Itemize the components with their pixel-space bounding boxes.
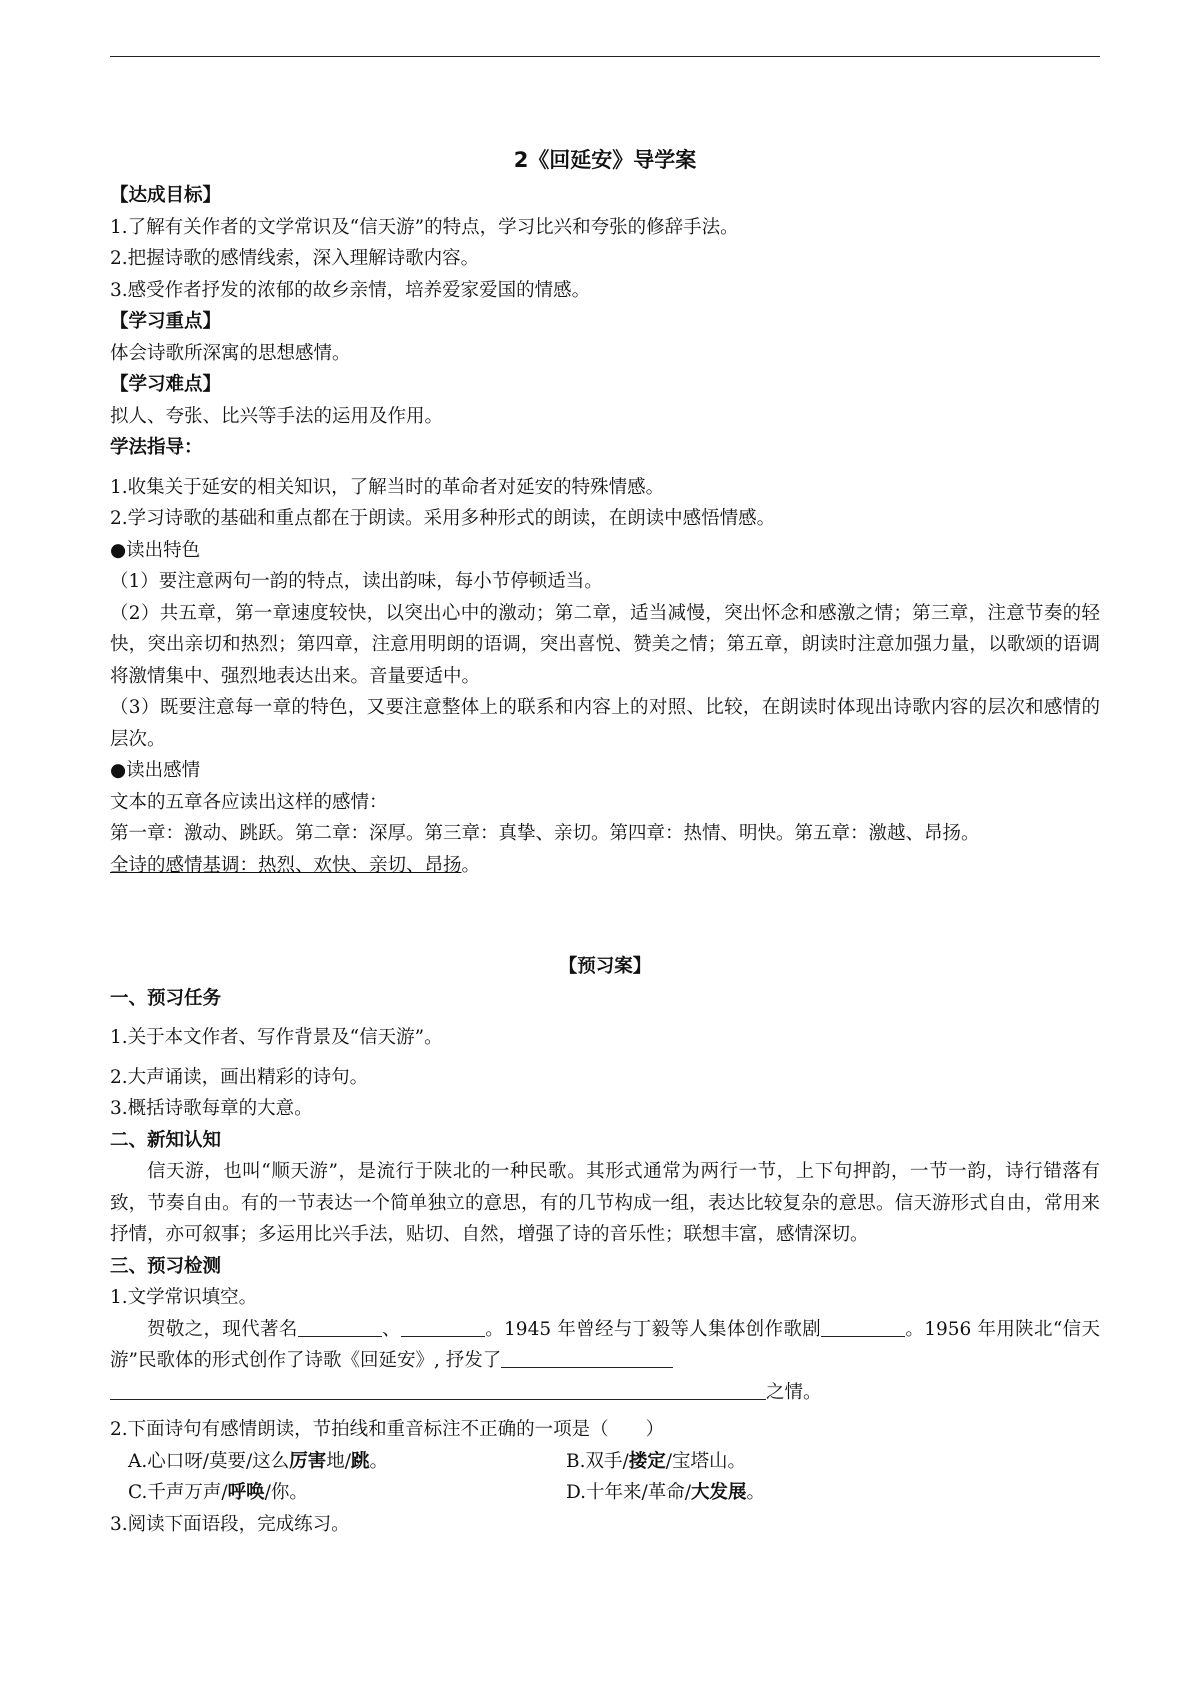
- new-knowledge-heading: 二、新知认知: [110, 1129, 222, 1151]
- method-heading: 学法指导：: [110, 437, 203, 458]
- q2-options-row: [110, 1477, 1100, 1509]
- emotion-intro: 文本的五章各应读出这样的感情：: [110, 791, 388, 813]
- check-heading: 三、预习检测: [110, 1255, 222, 1277]
- goal-item: 1.了解有关作者的文学常识及“信天游”的特点，学习比兴和夸张的修辞手法。: [110, 216, 739, 238]
- method-item: 2.学习诗歌的基础和重点都在于朗读。采用多种形式的朗读，在朗读中感悟情感。: [110, 508, 776, 529]
- option-b[interactable]: B.双手/搂定/宝塔山。: [566, 1450, 746, 1472]
- option-c[interactable]: C.千声万声/呼唤/你。: [128, 1482, 308, 1503]
- q1-label: 1.文学常识填空。: [110, 1287, 258, 1308]
- method-item: 1.收集关于延安的相关知识，了解当时的革命者对延安的特殊情感。: [110, 476, 665, 498]
- blank-field[interactable]: [298, 1316, 382, 1337]
- emotion-keynote: [110, 850, 1100, 882]
- keynote-underlined: 全诗的感情基调：热烈、欢快、亲切、昂扬: [110, 854, 462, 876]
- q2-label: 2.下面诗句有感情朗读，节拍线和重音标注不正确的一项是（ ）: [110, 1419, 665, 1440]
- difficulties-heading: 【学习难点】: [110, 374, 222, 395]
- q2-options-row: [110, 1446, 1100, 1478]
- option-a[interactable]: A.心口呀/莫要/这么厉害地/跳。: [128, 1450, 388, 1472]
- q3-label: 3.阅读下面语段，完成练习。: [110, 1513, 350, 1535]
- option-d[interactable]: D.十年来/革命/大发展。: [566, 1482, 766, 1503]
- document-body: [110, 140, 1100, 1540]
- new-knowledge-text: 信天游，也叫“顺天游”，是流行于陕北的一种民歌。其形式通常为两行一节，上下句押韵，一节一韵，诗行错落有致，节奏自由。有的一节表达一个简单独立的意思，有的几节构成一组，表达比较复杂的意思。信天游形式自由，常用来抒情，亦可叙事；多运用比兴手法，贴切、自然，增强了诗的音乐性；联想丰富，感情深切。: [110, 1161, 1100, 1245]
- blank-field[interactable]: [401, 1316, 485, 1337]
- goals-heading: 【达成目标】: [110, 185, 222, 206]
- features-label: ●读出特色: [110, 539, 201, 561]
- emotion-label: ●读出感情: [110, 760, 201, 781]
- key-points-heading: 【学习重点】: [110, 311, 222, 332]
- blank-field[interactable]: [821, 1316, 905, 1337]
- q1-text: 贺敬之，现代著名 、 。1945 年曾经与丁毅等人集体创作歌剧 。1956 年用陕北“信天游”民歌体的形式创作了诗歌《回延安》, 抒发了: [110, 1314, 1100, 1377]
- emotion-chapters: 第一章：激动、跳跃。第二章：深厚。第三章：真挚、亲切。第四章：热情、明快。第五章：激越、昂扬。: [110, 823, 980, 844]
- q1-continuation: 之情。: [110, 1377, 1100, 1409]
- task-heading: 一、预习任务: [110, 987, 222, 1009]
- feature-item: （3）既要注意每一章的特色，又要注意整体上的联系和内容上的对照、比较，在朗读时体现出诗歌内容的层次和感情的层次。: [110, 697, 1100, 750]
- blank-field[interactable]: [110, 1379, 766, 1400]
- task-item: 1.关于本文作者、写作背景及“信天游”。: [110, 1027, 443, 1048]
- feature-item: （1）要注意两句一韵的特点，读出韵味，每小节停顿适当。: [110, 571, 603, 592]
- preview-heading: 【预习案】: [558, 956, 652, 977]
- blank-field[interactable]: [501, 1347, 673, 1368]
- key-points-text: 体会诗歌所深寓的思想感情。: [110, 342, 351, 364]
- task-item: 2.大声诵读，画出精彩的诗句。: [110, 1066, 369, 1088]
- page-title: 2《回延安》导学案: [513, 148, 697, 172]
- feature-item: （2）共五章，第一章速度较快，以突出心中的激动；第二章，适当减慢，突出怀念和感激之情；第三章，注意节奏的轻快，突出亲切和热烈；第四章，注意用明朗的语调，突出喜悦、赞美之情；第五章，朗读时注意加强力量，以歌颂的语调将激情集中、强烈地表达出来。音量要适中。: [110, 602, 1100, 687]
- goal-item: 2.把握诗歌的感情线索，深入理解诗歌内容。: [110, 248, 480, 269]
- header-rule: [110, 56, 1100, 57]
- keynote-end: 。: [461, 854, 481, 876]
- goal-item: 3.感受作者抒发的浓郁的故乡亲情，培养爱家爱国的情感。: [110, 279, 591, 301]
- task-item: 3.概括诗歌每章的大意。: [110, 1098, 313, 1119]
- difficulties-text: 拟人、夸张、比兴等手法的运用及作用。: [110, 405, 444, 427]
